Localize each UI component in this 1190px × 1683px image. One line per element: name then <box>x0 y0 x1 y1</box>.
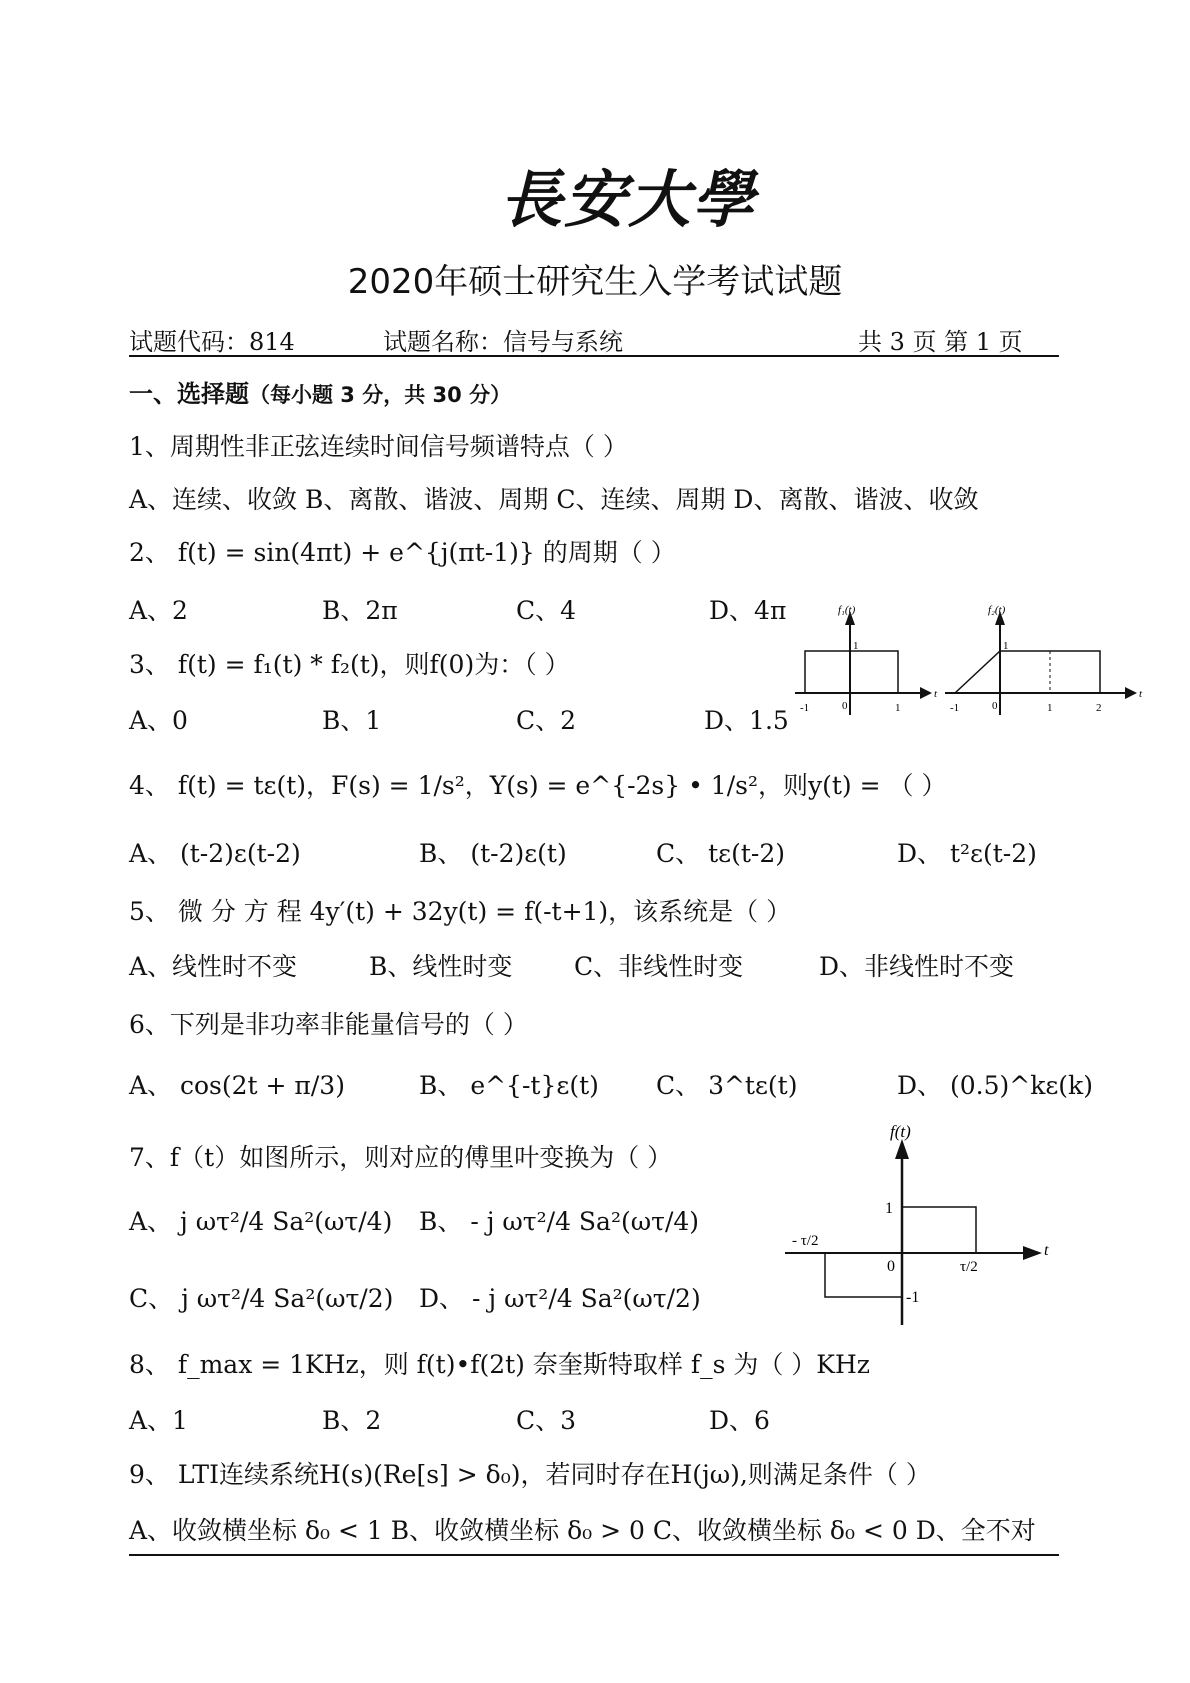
section-note: （每小题 3 分，共 30 分） <box>249 383 512 407</box>
f2-tick: 0 <box>992 700 998 712</box>
option-d: D、非线性时不变 <box>819 952 1015 981</box>
f2-plot <box>945 605 1143 715</box>
question-4: 4、 f(t) = tε(t)，F(s) = 1/s²，Y(s) = e^{-2s} • 1/s²，则y(t) = （ ） <box>129 771 947 800</box>
option-a: A、1 <box>129 1406 188 1435</box>
f1-tick: 0 <box>842 700 848 712</box>
f2-tick: 2 <box>1096 702 1102 714</box>
option-b: B、1 <box>322 706 382 735</box>
q3-figure <box>790 605 1170 725</box>
question-3: 3、 f(t) = f₁(t) * f₂(t)，则f(0)为：（ ） <box>129 650 570 679</box>
option-c: C、4 <box>516 596 577 625</box>
option-a: A、 cos(2t + π/3) <box>129 1071 345 1100</box>
f7-zero: 0 <box>887 1258 895 1275</box>
option-d: D、 - j ωτ²/4 Sa²(ωτ/2) <box>419 1284 701 1313</box>
option-a: A、0 <box>129 706 188 735</box>
option-b: B、 e^{-t}ε(t) <box>419 1071 599 1100</box>
option-b: B、 (t-2)ε(t) <box>419 839 567 868</box>
option-c: C、非线性时变 <box>574 952 744 981</box>
page-count: 共 3 页 第 1 页 <box>858 328 1023 356</box>
page-title: 2020年硕士研究生入学考试试题 <box>347 262 843 302</box>
question-9: 9、 LTI连续系统H(s)(Re[s] > δ₀)，若同时存在H(jω),则满足条件（ ） <box>129 1460 931 1489</box>
f2-tick: -1 <box>950 702 960 714</box>
q7-figure <box>780 1125 1060 1335</box>
option-b: B、 - j ωτ²/4 Sa²(ωτ/4) <box>419 1207 700 1236</box>
option-d: D、 t²ε(t-2) <box>897 839 1037 868</box>
f1-tick: 1 <box>895 702 901 714</box>
f1-tick: -1 <box>800 702 810 714</box>
question-1: 1、周期性非正弦连续时间信号频谱特点（ ） <box>129 432 628 461</box>
university-logo: 長安大學 <box>500 163 757 236</box>
option-d: D、1.5 <box>704 706 789 735</box>
question-1-options: A、连续、收敛 B、离散、谐波、周期 C、连续、周期 D、离散、谐波、收敛 <box>129 485 979 514</box>
option-a: A、线性时不变 <box>129 952 298 981</box>
header-rule <box>129 355 1059 357</box>
f1-height: 1 <box>853 640 859 652</box>
option-d: D、 (0.5)^kε(k) <box>897 1071 1093 1100</box>
section-title <box>129 378 511 411</box>
f2-height: 1 <box>1003 640 1009 652</box>
footer-rule <box>129 1554 1059 1556</box>
question-2: 2、 f(t) = sin(4πt) + e^{j(πt-1)} 的周期（ ） <box>129 538 676 567</box>
f2-tick: 1 <box>1047 702 1053 714</box>
option-b: B、2π <box>322 596 398 625</box>
f2-label: f₂(t) <box>988 605 1006 616</box>
question-6: 6、下列是非功率非能量信号的（ ） <box>129 1010 528 1039</box>
f7-pos: 1 <box>885 1200 893 1217</box>
option-c: C、3 <box>516 1406 577 1435</box>
question-5: 5、 微 分 方 程 4y′(t) + 32y(t) = f(-t+1)，该系统是（ ） <box>129 897 792 926</box>
f7-axis: t <box>1044 1242 1049 1259</box>
section-label: 一、选择题 <box>129 380 249 408</box>
exam-subject: 试题名称：信号与系统 <box>383 328 623 356</box>
option-a: A、 j ωτ²/4 Sa²(ωτ/4) <box>129 1207 393 1236</box>
f1-axis: t <box>934 688 938 700</box>
option-a: A、 (t-2)ε(t-2) <box>129 839 301 868</box>
f7-neg: -1 <box>906 1289 920 1306</box>
f2-axis: t <box>1139 688 1143 700</box>
f7-left: - τ/2 <box>792 1233 819 1249</box>
question-9-options: A、收敛横坐标 δ₀ < 1 B、收敛横坐标 δ₀ > 0 C、收敛横坐标 δ₀ < 0 D、全不对 <box>129 1516 1036 1545</box>
f1-label: f₁(t) <box>838 605 856 616</box>
option-d: D、4π <box>709 596 787 625</box>
option-c: C、 3^tε(t) <box>656 1071 798 1100</box>
option-d: D、6 <box>709 1406 770 1435</box>
f7-label: f(t) <box>890 1125 911 1141</box>
f1-plot <box>795 605 938 715</box>
exam-code: 试题代码：814 <box>129 328 295 356</box>
question-8: 8、 f_max = 1KHz，则 f(t)•f(2t) 奈奎斯特取样 f_s 为（ ）KHz <box>129 1350 870 1379</box>
option-b: B、2 <box>322 1406 382 1435</box>
option-c: C、 j ωτ²/4 Sa²(ωτ/2) <box>129 1284 394 1313</box>
option-c: C、 tε(t-2) <box>656 839 785 868</box>
f7-right: τ/2 <box>960 1259 978 1275</box>
option-b: B、线性时变 <box>369 952 513 981</box>
question-7: 7、f（t）如图所示，则对应的傅里叶变换为（ ） <box>129 1143 673 1172</box>
option-a: A、2 <box>129 596 188 625</box>
option-c: C、2 <box>516 706 577 735</box>
